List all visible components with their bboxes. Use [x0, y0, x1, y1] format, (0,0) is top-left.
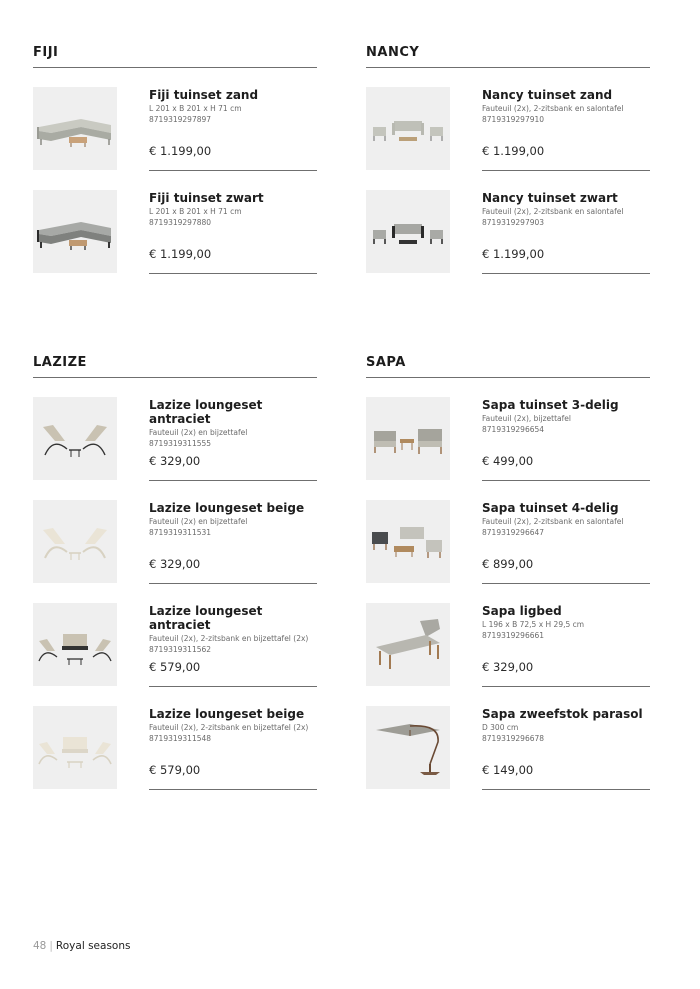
product-image-lounge-set [366, 87, 450, 170]
section-title: SAPA [366, 355, 650, 378]
product-sku: 8719319296647 [482, 528, 545, 537]
product-image-corner-sofa [33, 87, 117, 170]
product-sku: 8719319297880 [149, 218, 212, 227]
product-card[interactable] [33, 397, 317, 480]
page-number: 48 [33, 940, 47, 952]
product-name: Lazize loungeset beige [149, 501, 305, 515]
product-sku: 8719319297897 [149, 115, 212, 124]
product-name: Sapa ligbed [482, 604, 562, 618]
product-card[interactable] [366, 190, 650, 273]
product-price: € 1.199,00 [482, 247, 545, 261]
product-image-sun-lounger [366, 603, 450, 686]
footer-separator: | [49, 940, 53, 952]
brand-name: Royal seasons [55, 940, 131, 952]
product-name: Fiji tuinset zwart [149, 191, 264, 205]
product-card[interactable] [366, 87, 650, 170]
product-price: € 579,00 [149, 763, 201, 777]
product-price: € 1.199,00 [149, 144, 212, 158]
section-title: FIJI [33, 45, 317, 68]
product-sku: 8719319311531 [149, 528, 212, 537]
product-description: Fauteuil (2x), bijzettafel [482, 414, 571, 423]
section-sapa [366, 355, 650, 789]
product-image-lounge-set [366, 500, 450, 583]
section-nancy [366, 45, 650, 273]
product-price: € 329,00 [149, 557, 201, 571]
product-price: € 499,00 [482, 454, 534, 468]
product-card[interactable] [366, 397, 650, 480]
product-sku: 8719319296661 [482, 631, 545, 640]
product-description: L 201 x B 201 x H 71 cm [149, 104, 242, 113]
product-price: € 1.199,00 [482, 144, 545, 158]
product-image-corner-sofa [33, 190, 117, 273]
product-card[interactable] [33, 190, 317, 273]
section-title: LAZIZE [33, 355, 317, 378]
section-title: NANCY [366, 45, 650, 68]
product-card[interactable] [33, 500, 317, 583]
product-price: € 1.199,00 [149, 247, 212, 261]
product-name: Nancy tuinset zwart [482, 191, 618, 205]
product-description: Fauteuil (2x), 2-zitsbank en bijzettafel (2x) [149, 723, 309, 732]
product-card[interactable] [33, 87, 317, 170]
product-card[interactable] [33, 706, 317, 789]
product-description: Fauteuil (2x), 2-zitsbank en salontafel [482, 207, 624, 216]
product-sku: 8719319296654 [482, 425, 545, 434]
product-card[interactable] [366, 603, 650, 686]
product-name: Nancy tuinset zand [482, 88, 613, 102]
product-name: Sapa tuinset 3-delig [482, 398, 619, 412]
product-image-two-armchairs [366, 397, 450, 480]
product-description: L 196 x B 72,5 x H 29,5 cm [482, 620, 585, 629]
product-image-chairs-sofa [33, 603, 117, 686]
product-sku: 8719319296678 [482, 734, 545, 743]
product-description: Fauteuil (2x), 2-zitsbank en bijzettafel (2x) [149, 634, 309, 643]
product-sku: 8719319311548 [149, 734, 212, 743]
product-price: € 329,00 [482, 660, 534, 674]
product-name: Lazize loungeset antraciet [149, 604, 263, 632]
product-card[interactable] [366, 706, 650, 789]
product-image-two-chairs [33, 500, 117, 583]
product-sku: 8719319297910 [482, 115, 545, 124]
product-sku: 8719319311562 [149, 645, 212, 654]
product-price: € 329,00 [149, 454, 201, 468]
product-name: Lazize loungeset antraciet [149, 398, 263, 426]
product-price: € 899,00 [482, 557, 534, 571]
page-footer [33, 940, 130, 952]
product-card[interactable] [33, 603, 317, 686]
product-image-cantilever-parasol [366, 706, 450, 789]
product-image-chairs-sofa [33, 706, 117, 789]
product-description: Fauteuil (2x), 2-zitsbank en salontafel [482, 517, 624, 526]
section-lazize [33, 355, 317, 789]
product-sku: 8719319311555 [149, 439, 212, 448]
product-name: Sapa tuinset 4-delig [482, 501, 619, 515]
product-description: D 300 cm [482, 723, 519, 732]
product-card[interactable] [366, 500, 650, 583]
section-fiji [33, 45, 317, 273]
product-description: Fauteuil (2x) en bijzettafel [149, 428, 248, 437]
product-description: Fauteuil (2x) en bijzettafel [149, 517, 248, 526]
product-description: Fauteuil (2x), 2-zitsbank en salontafel [482, 104, 624, 113]
product-image-two-chairs [33, 397, 117, 480]
product-image-lounge-set [366, 190, 450, 273]
product-name: Lazize loungeset beige [149, 707, 305, 721]
product-name: Sapa zweefstok parasol [482, 707, 643, 721]
product-price: € 579,00 [149, 660, 201, 674]
product-name: Fiji tuinset zand [149, 88, 259, 102]
product-sku: 8719319297903 [482, 218, 545, 227]
product-description: L 201 x B 201 x H 71 cm [149, 207, 242, 216]
product-price: € 149,00 [482, 763, 534, 777]
